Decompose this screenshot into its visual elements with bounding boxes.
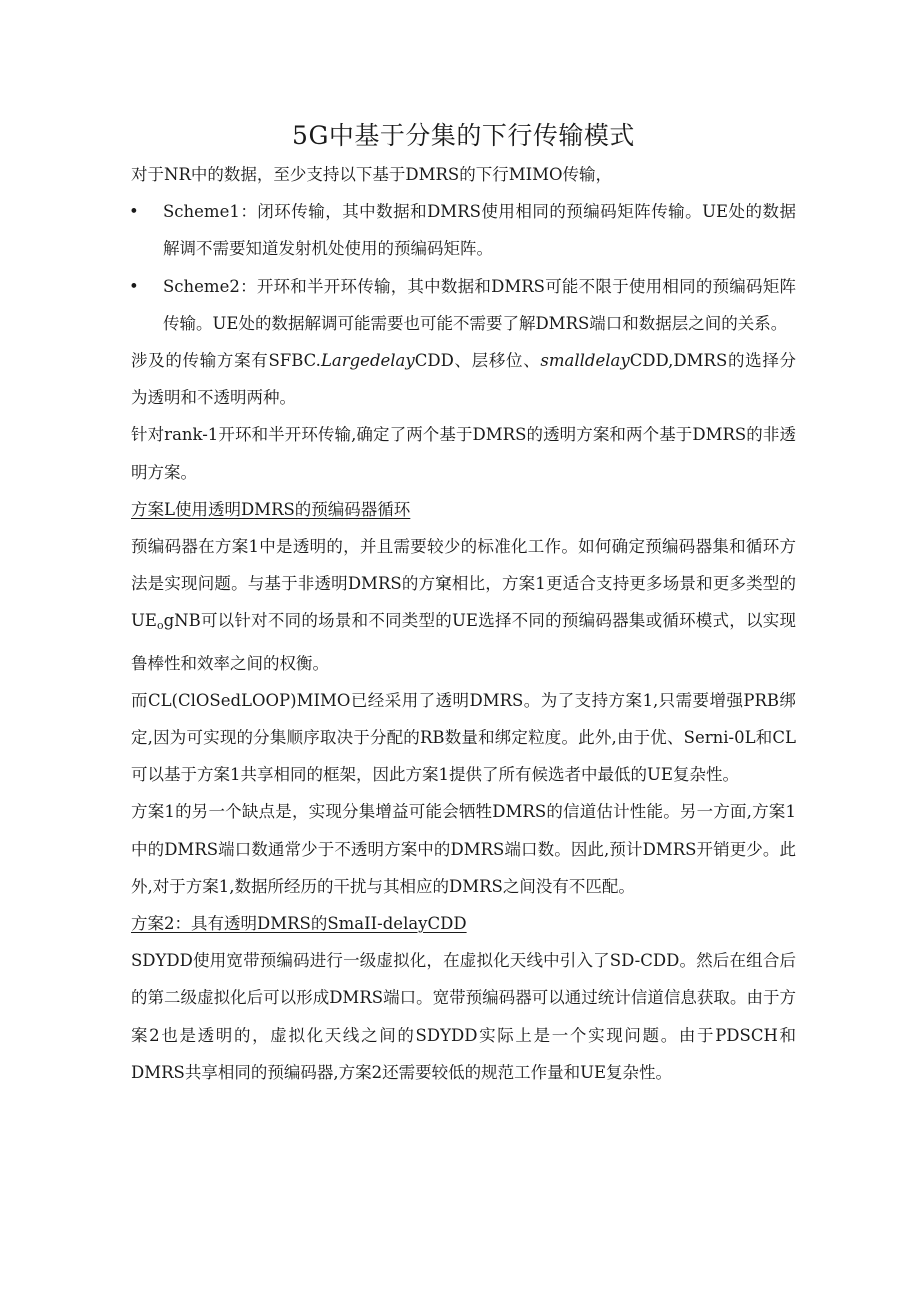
rank-paragraph: 针对rank-1开环和半开环传输,确定了两个基于DMRS的透明方案和两个基于DMRS的非透明方案。: [131, 425, 796, 482]
intro-paragraph: 对于NR中的数据，至少支持以下基于DMRS的下行MIMO传输，: [131, 165, 613, 184]
section-heading-scheme2: [131, 905, 796, 942]
bullet-dot-icon: •: [129, 276, 139, 296]
bullet-scheme2-text: Scheme2：开环和半开环传输，其中数据和DMRS可能不限于使用相同的预编码矩阵传输。UE处的数据解调可能需要也可能不需要了解DMRS端口和数据层之间的关系。: [163, 276, 796, 333]
document-body: [131, 118, 796, 1091]
scheme1-paragraph-1: [131, 528, 796, 682]
bullet-scheme1-text: Scheme1：闭环传输，其中数据和DMRS使用相同的预编码矩阵传输。UE处的数据解调不需要知道发射机处使用的预编码矩阵。: [163, 202, 796, 259]
schemes-text-3: CDD,DMRS的选择分为透明和不透明两种。: [131, 351, 797, 408]
schemes-italic-2: smalldelay: [540, 351, 630, 371]
scheme-bullet-list: [131, 193, 796, 342]
scheme1-paragraph-2: 而CL(ClOSedLOOP)MIMO已经采用了透明DMRS。为了支持方案1,只需要增强PRB绑定,因为可实现的分集顺序取决于分配的RB数量和绑定粒度。此外,由于优、Serni-0L和CL可以基于方案1共享相同的框架，因此方案1提供了所有候选者中最低的UE复杂性。: [131, 690, 796, 785]
schemes-text-2: CDD、层移位、: [414, 351, 541, 371]
bullet-dot-icon: •: [129, 202, 139, 222]
scheme2-paragraph: SDYDD使用宽带预编码进行一级虚拟化，在虚拟化天线中引入了SD-CDD。然后在组合后的第二级虚拟化后可以形成DMRS端口。宽带预编码器可以通过统计信道信息获取。由于方案2也是透明的，虚拟化天线之间的SDYDD实际上是一个实现问题。由于PDSCH和DMRS共享相同的预编码器,方案2还需要较低的规范工作量和UE复杂性。: [131, 951, 796, 1082]
scheme1-paragraph-1-text-b: gNB可以针对不同的场景和不同类型的UE选择不同的预编码器集或循环模式，以实现鲁棒性和效率之间的权衡。: [131, 611, 796, 673]
section-heading-scheme2-text: 方案2：具有透明DMRS的SmaII-delayCDD: [131, 914, 467, 934]
document-title: 5G中基于分集的下行传输模式: [292, 121, 635, 150]
schemes-italic-1: Largedelay: [320, 351, 415, 371]
bullet-scheme1: [131, 193, 796, 267]
section-heading-scheme1: [131, 491, 796, 528]
bullet-scheme2: [131, 268, 796, 342]
scheme1-paragraph-3: 方案1的另一个缺点是，实现分集增益可能会牺牲DMRS的信道估计性能。另一方面,方案1中的DMRS端口数通常少于不透明方案中的DMRS端口数。因此,预计DMRS开销更少。此外,对于方案1,数据所经历的干扰与其相应的DMRS之间没有不匹配。: [131, 802, 796, 896]
scheme1-paragraph-1-sub: o: [156, 619, 164, 633]
schemes-paragraph: [131, 342, 796, 416]
scheme1-paragraph-1-text-a: 预编码器在方案1中是透明的，并且需要较少的标准化工作。如何确定预编码器集和循环方法是实现问题。与基于非透明DMRS的方窠相比，方案1更适合支持更多场景和更多类型的UE: [131, 537, 796, 631]
section-heading-scheme1-text: 方案L使用透明DMRS的预编码器循环: [131, 499, 411, 519]
schemes-text-1: 涉及的传输方案有SFBC.: [131, 351, 321, 371]
